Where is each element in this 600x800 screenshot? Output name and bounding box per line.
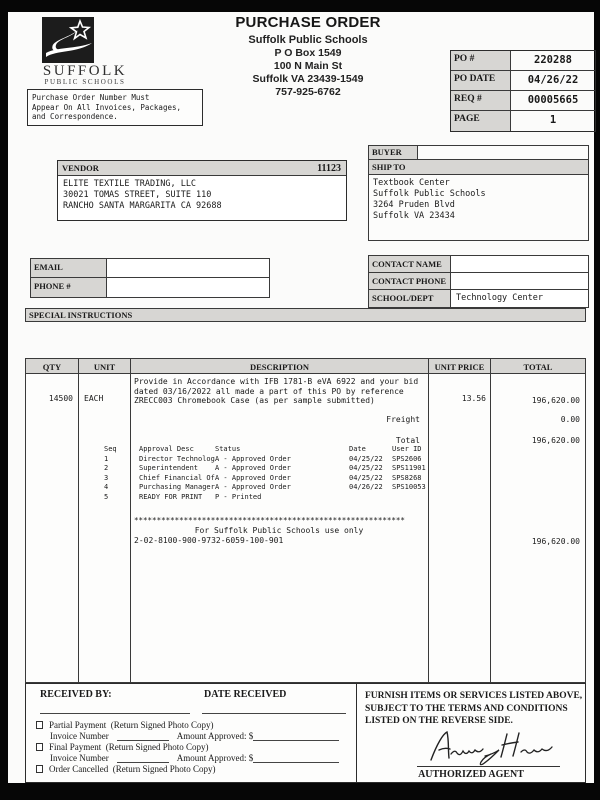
approval-status: A - Approved Order	[215, 464, 291, 472]
order-cancelled-label: Order Cancelled	[49, 764, 109, 774]
authorization-panel	[357, 684, 585, 782]
school-dept-value: Technology Center	[456, 293, 543, 303]
furnish-line: LISTED ON THE REVERSE SIDE.	[365, 716, 513, 726]
items-header-row	[25, 358, 586, 374]
order-cancelled-note: (Return Signed Photo Copy)	[112, 764, 216, 774]
approval-seq: 2	[104, 464, 109, 472]
status-header: Status	[215, 445, 241, 453]
special-instructions-label: SPECIAL INSTRUCTIONS	[25, 308, 586, 322]
approval-desc: Superintendent	[139, 464, 199, 472]
contact-phone-label: CONTACT PHONE	[369, 273, 451, 289]
invoice-number-label: Invoice Number	[50, 731, 109, 741]
logo-subname: PUBLIC SCHOOLS	[44, 78, 126, 86]
stars-separator: ************************************************************	[134, 516, 405, 525]
approvals-header	[104, 445, 426, 455]
approval-desc-header: Approval Desc	[139, 445, 194, 453]
internal-use-label: For Suffolk Public Schools use only	[194, 526, 364, 535]
invoice-number-blank	[117, 755, 169, 763]
amount-approved-label: Amount Approved: $	[176, 731, 254, 741]
approval-row	[104, 483, 426, 493]
po-number-row	[451, 51, 595, 71]
vendor-label: VENDOR	[62, 163, 99, 173]
page-label: PAGE	[451, 111, 511, 131]
req-number-value: 00005665	[527, 94, 579, 106]
ship-to-line: Textbook Center	[373, 178, 450, 188]
ship-to-box	[368, 145, 589, 241]
buyer-row	[368, 145, 589, 160]
item-desc-line2: dated 03/16/2022 all made a part of this PO by reference	[134, 386, 404, 396]
po-notice-line: Appear On All Invoices, Packages,	[32, 102, 182, 112]
ship-to-label: SHIP TO	[368, 160, 589, 175]
partial-payment-label: Partial Payment	[49, 720, 107, 730]
page-title: PURCHASE ORDER	[235, 14, 381, 31]
approval-seq: 4	[104, 483, 109, 491]
approval-date: 04/25/22	[349, 454, 383, 463]
issuer-city: Suffolk VA 23439-1549	[252, 73, 364, 85]
final-payment-checkbox	[36, 743, 43, 751]
approval-user: SPS8268	[392, 473, 422, 482]
approval-row	[104, 493, 426, 503]
contact-table	[368, 255, 589, 308]
date-received-line	[202, 713, 346, 714]
email-label: EMAIL	[31, 259, 107, 277]
approval-desc: Chief Financial Of	[139, 473, 215, 482]
account-code: 2-02-8100-900-9732-6059-100-901	[134, 535, 284, 545]
po-notice-line: and Correspondence.	[32, 112, 118, 121]
invoice-line	[50, 753, 339, 763]
contact-name-value	[451, 256, 588, 272]
order-cancelled-checkbox	[36, 765, 43, 773]
vendor-name: ELITE TEXTILE TRADING, LLC	[63, 179, 197, 189]
approval-status: P - Printed	[215, 492, 262, 501]
items-body	[25, 374, 586, 683]
item-desc-line3: ZRECC003 Chromebook Case (as per sample submitted)	[134, 396, 375, 405]
final-payment-note: (Return Signed Photo Copy)	[105, 742, 209, 752]
column-divider	[428, 374, 429, 682]
approval-user: SPS2606	[392, 454, 422, 463]
received-by-panel	[26, 684, 356, 782]
logo-name: SUFFOLK	[42, 63, 128, 79]
po-notice-line: Purchase Order Number Must	[32, 93, 150, 102]
po-info-table	[450, 50, 596, 132]
buyer-label: BUYER	[368, 145, 418, 160]
vendor-address	[58, 176, 346, 220]
received-by-signature-line	[40, 713, 190, 714]
approval-seq: 3	[104, 473, 109, 482]
invoice-number-blank	[117, 733, 169, 741]
authorized-agent-label: AUTHORIZED AGENT	[418, 769, 524, 780]
school-dept-label: SCHOOL/DEPT	[369, 290, 451, 307]
invoice-line	[50, 731, 339, 741]
po-date-value: 04/26/22	[527, 74, 579, 86]
req-number-row	[451, 91, 595, 111]
qty-header: QTY	[26, 359, 79, 373]
unit-header: UNIT	[79, 359, 131, 373]
vendor-header	[58, 161, 346, 176]
furnish-line: SUBJECT TO THE TERMS AND CONDITIONS	[365, 703, 568, 714]
unit-price-header: UNIT PRICE	[429, 359, 491, 373]
approval-row	[104, 464, 426, 474]
po-date-row	[451, 71, 595, 91]
ship-to-address	[368, 175, 589, 241]
approval-date: 04/25/22	[349, 473, 383, 482]
issuer-org: Suffolk Public Schools	[248, 34, 368, 46]
order-total-label: Total	[395, 436, 420, 445]
date-received-label: DATE RECEIVED	[204, 689, 287, 700]
ship-to-line: Suffolk Public Schools	[373, 189, 486, 199]
partial-payment-option	[36, 720, 214, 730]
po-number-label: PO #	[451, 51, 511, 70]
seq-header: Seq	[104, 445, 117, 453]
approval-user: SPS10053	[392, 483, 426, 491]
final-payment-option	[36, 742, 209, 752]
column-divider	[78, 374, 79, 682]
item-qty: 14500	[48, 394, 73, 403]
page-value: 1	[549, 114, 557, 126]
approval-desc: READY FOR PRINT	[139, 492, 203, 501]
approval-date: 04/25/22	[349, 464, 383, 472]
approvals-block	[104, 445, 426, 502]
approval-row	[104, 455, 426, 465]
approval-row	[104, 474, 426, 484]
item-total: 196,620.00	[531, 396, 580, 405]
phone-row	[31, 278, 269, 297]
phone-label: PHONE #	[31, 278, 107, 297]
item-unit: EACH	[84, 394, 104, 403]
vendor-number: 11123	[317, 163, 341, 174]
amount-approved-blank	[253, 733, 339, 741]
buyer-value	[418, 145, 589, 160]
vendor-box	[57, 160, 347, 221]
freight-value: 0.00	[560, 415, 580, 424]
amount-approved-label: Amount Approved: $	[176, 753, 254, 763]
email-value	[107, 259, 269, 277]
issuer-street: 100 N Main St	[273, 60, 343, 72]
phone-value	[107, 278, 269, 297]
partial-payment-checkbox	[36, 721, 43, 729]
contact-phone-row	[369, 273, 588, 290]
contact-phone-value	[451, 273, 588, 289]
internal-use-amount: 196,620.00	[531, 537, 580, 546]
issuer-phone: 757-925-6762	[275, 86, 341, 98]
furnish-line: FURNISH ITEMS OR SERVICES LISTED ABOVE,	[365, 691, 583, 701]
issuer-pobox: P O Box 1549	[274, 47, 342, 59]
school-dept-row	[369, 290, 588, 307]
item-desc-line1: Provide in Accordance with IFB 1781-B eVA 6922 and your bid	[134, 377, 419, 386]
page-row	[451, 111, 595, 131]
suffolk-schools-logo-icon	[42, 17, 94, 63]
order-cancelled-option	[36, 764, 215, 774]
freight-label: Freight	[386, 415, 420, 424]
email-phone-table	[30, 258, 270, 298]
vendor-street: 30021 TOMAS STREET, SUITE 110	[63, 190, 212, 200]
furnish-terms-text	[365, 690, 600, 728]
approval-seq: 1	[104, 454, 109, 463]
issuer-address	[158, 34, 458, 99]
po-date-label: PO DATE	[451, 71, 511, 90]
item-unit-price: 13.56	[461, 394, 486, 403]
date-header: Date	[349, 445, 366, 453]
order-total-value: 196,620.00	[531, 436, 580, 445]
received-by-label: RECEIVED BY:	[40, 689, 112, 700]
approval-status: A - Approved Order	[215, 483, 291, 491]
approval-status: A - Approved Order	[215, 454, 291, 463]
purchase-order-document	[8, 12, 594, 783]
final-payment-label: Final Payment	[49, 742, 102, 752]
total-header: TOTAL	[523, 361, 553, 372]
ship-to-line: Suffolk VA 23434	[373, 211, 455, 221]
description-header: DESCRIPTION	[131, 359, 429, 373]
contact-name-row	[369, 256, 588, 273]
approval-status: A - Approved Order	[215, 473, 291, 482]
approval-desc: Director Technolog	[139, 454, 215, 463]
partial-payment-note: (Return Signed Photo Copy)	[110, 720, 214, 730]
req-number-label: REQ #	[451, 91, 511, 110]
footer-section	[25, 683, 586, 783]
ship-to-line: 3264 Pruden Blvd	[373, 200, 455, 210]
authorized-agent-line	[417, 766, 560, 767]
contact-name-label: CONTACT NAME	[369, 256, 451, 272]
user-id-header: User ID	[392, 445, 422, 453]
column-divider	[130, 374, 131, 682]
authorized-agent-signature	[427, 726, 557, 766]
approval-date: 04/26/22	[349, 483, 383, 491]
approval-desc: Purchasing Manager	[139, 483, 215, 491]
po-number-value: 220288	[534, 54, 572, 66]
approval-seq: 5	[104, 492, 109, 501]
vendor-city: RANCHO SANTA MARGARITA CA 92688	[63, 201, 222, 211]
line-items-table	[25, 358, 586, 683]
invoice-number-label: Invoice Number	[50, 753, 109, 763]
amount-approved-blank	[253, 755, 339, 763]
email-row	[31, 259, 269, 278]
approval-user: SPS11901	[392, 464, 426, 472]
